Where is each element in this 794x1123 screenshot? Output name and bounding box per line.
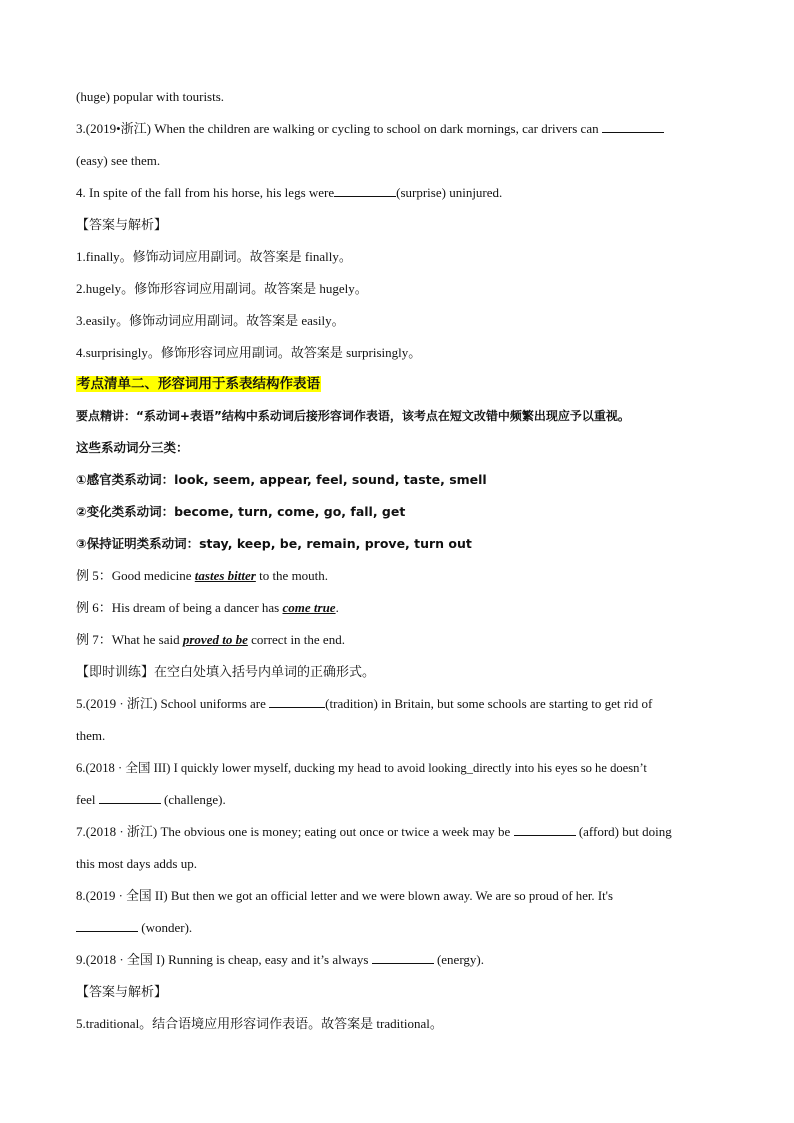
line-text: 8.(2019 · 全国 II) But then we got an official letter and we were blown away. We are so proud of her. It's	[76, 889, 613, 903]
line-text: 【答案与解析】	[76, 984, 168, 999]
emphasis-text: tastes bitter	[194, 568, 256, 583]
text-line	[76, 919, 192, 937]
practice-heading	[76, 663, 375, 681]
example-5	[76, 567, 328, 585]
line-text: them.	[76, 728, 106, 743]
answer-heading	[76, 983, 167, 1001]
line-text: .	[335, 600, 339, 615]
line-text: ②变化类系动词：become, turn, come, go, fall, get	[76, 504, 406, 519]
line-text: (energy).	[436, 952, 484, 967]
question-7	[76, 823, 672, 841]
line-text: 要点精讲：“系动词+表语”结构中系动词后接形容词作表语，该考点在短文改错中频繁出现应予以重视。	[76, 409, 630, 423]
line-text: 4. In spite of the fall from his horse, his legs were	[76, 185, 335, 200]
line-text: (wonder).	[141, 920, 193, 935]
emphasis-text: come true	[282, 600, 336, 615]
answer-3	[76, 312, 345, 330]
answer-4	[76, 344, 421, 362]
answer-2	[76, 280, 368, 298]
line-text: (afford) but doing	[578, 824, 672, 839]
answer-blank[interactable]	[372, 951, 434, 964]
answer-blank[interactable]	[99, 791, 161, 804]
answer-blank[interactable]	[269, 695, 325, 708]
line-text: 9.(2018 · 全国 I) Running is cheap, easy and it’s always	[76, 952, 369, 967]
text-line	[76, 727, 105, 745]
line-text: (challenge).	[163, 792, 226, 807]
line-text: 【即时训练】在空白处填入括号内单词的正确形式。	[76, 664, 376, 679]
line-text: ①感官类系动词：look, seem, appear, feel, sound, taste, smell	[76, 472, 487, 487]
section-title-text: 考点清单二、形容词用于系表结构作表语	[77, 376, 320, 392]
line-text: ③保持证明类系动词：stay, keep, be, remain, prove, turn out	[76, 536, 472, 551]
line-text: 5.traditional。结合语境应用形容词作表语。故答案是 traditional。	[76, 1016, 443, 1031]
line-text: 3.(2019•浙江) When the children are walking or cycling to school on dark mornings, car drivers can	[76, 121, 599, 136]
question-3	[76, 120, 664, 138]
line-text: 3.easily。修饰动词应用副词。故答案是 easily。	[76, 313, 345, 328]
type-3	[76, 535, 472, 553]
text-line	[76, 791, 226, 809]
example-6	[76, 599, 339, 617]
question-9	[76, 951, 484, 969]
line-text: 【答案与解析】	[76, 217, 168, 232]
question-6	[76, 759, 647, 777]
line-text: 4.surprisingly。修饰形容词应用副词。故答案是 surprisingly。	[76, 345, 422, 360]
question-5	[76, 695, 652, 713]
answer-blank[interactable]	[602, 120, 664, 133]
text-line	[76, 88, 224, 106]
answer-blank[interactable]	[514, 823, 576, 836]
line-text: 1.finally。修饰动词应用副词。故答案是 finally。	[76, 249, 352, 264]
line-text: 例 7：What he said	[76, 632, 183, 647]
line-text: feel	[76, 792, 96, 807]
text-line	[76, 152, 160, 170]
answer-heading	[76, 216, 167, 234]
line-text: 这些系动词分三类：	[76, 440, 189, 455]
line-text: (tradition) in Britain, but some schools are starting to get rid of	[325, 696, 653, 711]
line-text: (surprise) uninjured.	[396, 185, 503, 200]
line-text: (huge) popular with tourists.	[76, 89, 225, 104]
example-7	[76, 631, 345, 649]
line-text: correct in the end.	[247, 632, 345, 647]
line-text: (easy) see them.	[76, 153, 161, 168]
text-line	[76, 855, 197, 873]
line-text: 2.hugely。修饰形容词应用副词。故答案是 hugely。	[76, 281, 368, 296]
type-1	[76, 471, 487, 489]
line-text: this most days adds up.	[76, 856, 197, 871]
line-text: 7.(2018 · 浙江) The obvious one is money; eating out once or twice a week may be	[76, 824, 511, 839]
question-8	[76, 887, 613, 905]
line-text: to the mouth.	[255, 568, 329, 583]
three-types	[76, 439, 189, 457]
line-text: 例 5：Good medicine	[76, 568, 195, 583]
answer-blank[interactable]	[334, 184, 396, 197]
type-2	[76, 503, 405, 521]
answer-blank[interactable]	[76, 919, 138, 932]
question-4	[76, 184, 502, 202]
line-text: 6.(2018 · 全国 III) I quickly lower myself, ducking my head to avoid looking_directly into his eyes so he doesn’t	[76, 761, 647, 775]
line-text: 5.(2019 · 浙江) School uniforms are	[76, 696, 266, 711]
answer-5	[76, 1015, 443, 1033]
emphasis-text: proved to be	[182, 632, 248, 647]
key-point	[76, 407, 630, 425]
section-title	[76, 375, 321, 393]
answer-1	[76, 248, 352, 266]
line-text: 例 6：His dream of being a dancer has	[76, 600, 283, 615]
